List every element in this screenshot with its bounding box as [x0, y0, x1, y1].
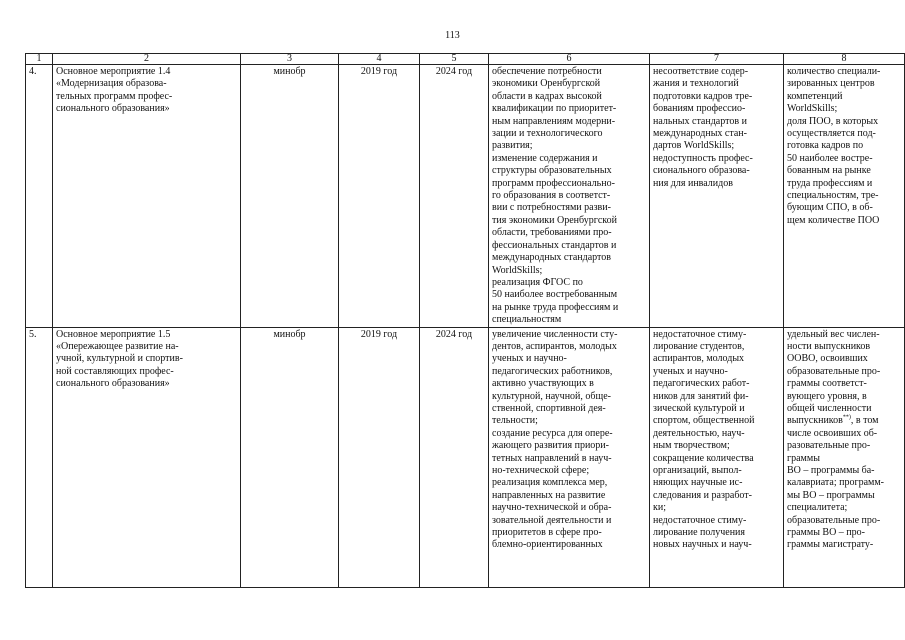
text-line: ной составляющих профес- — [56, 365, 174, 377]
text-line: сионального образования» — [56, 378, 170, 390]
activity-name — [53, 65, 241, 328]
text-line: ственной, спортивной дея- — [492, 402, 606, 414]
text-line: бованным на рынке — [787, 165, 871, 177]
text-line: ния для инвалидов — [653, 177, 733, 189]
column-number: 7 — [650, 54, 784, 65]
text-line: Основное мероприятие 1.4 — [56, 66, 171, 77]
end-year: 2024 год — [420, 327, 489, 587]
text-fragment: , в том — [850, 415, 879, 427]
text-line: фессиональных стандартов и — [492, 239, 617, 251]
table-row — [26, 65, 905, 328]
text-line: ников для занятий фи- — [653, 390, 749, 402]
end-year: 2024 год — [420, 65, 489, 328]
expected-results — [489, 327, 650, 587]
text-line — [787, 415, 901, 427]
column-number: 3 — [241, 54, 339, 65]
text-line: недоступность профес- — [653, 152, 753, 164]
text-line: WorldSkills; — [787, 103, 838, 115]
text-line: няющих научные ис- — [653, 477, 743, 489]
text-line: щем количестве ПОО — [787, 214, 880, 226]
text-line: области, требованиями про- — [492, 227, 612, 239]
text-line: увеличение численности сту- — [492, 328, 618, 340]
text-line: сионального образования» — [56, 103, 170, 115]
text-line: аспирантов, молодых — [653, 353, 745, 365]
text-line: создание ресурса для опере- — [492, 427, 613, 439]
text-line: тетных направлений в науч- — [492, 452, 612, 464]
text-line: жающего развития приори- — [492, 440, 609, 452]
text-line: дартов WorldSkills; — [653, 140, 735, 152]
text-line: ным направлениям модерни- — [492, 115, 616, 127]
text-line: международных стандартов — [492, 252, 611, 264]
text-line: специалитета; — [787, 502, 848, 514]
text-line: осуществляется под- — [787, 128, 876, 140]
text-line: 50 наиболее востре- — [787, 152, 873, 164]
footnote-mark: **) — [842, 415, 851, 422]
text-line: активно участвующих в — [492, 378, 594, 390]
text-line: ки; — [653, 502, 666, 514]
text-line: зовательной деятельности и — [492, 514, 612, 526]
text-line: области в кадрах высокой — [492, 90, 602, 102]
text-line: культурной, научной, обще- — [492, 390, 611, 402]
text-line: несоответствие содер- — [653, 66, 749, 77]
executor: минобр — [241, 327, 339, 587]
column-number: 4 — [339, 54, 420, 65]
text-line: жания и технологий — [653, 78, 739, 90]
text-line: числе освоивших об- — [787, 427, 878, 439]
column-numbers-row — [26, 54, 905, 65]
executor: минобр — [241, 65, 339, 328]
page-number: 113 — [445, 30, 460, 41]
text-line: изменение содержания и — [492, 152, 598, 164]
text-line: недостаточное стиму- — [653, 514, 747, 526]
text-line: количество специали- — [787, 66, 881, 77]
text-line: тия экономики Оренбургской — [492, 214, 617, 226]
text-line: сокращение количества — [653, 452, 754, 464]
text-line: на рынке труда профессиям и — [492, 301, 619, 313]
text-line: ным творчеством; — [653, 440, 730, 452]
table-row — [26, 327, 905, 587]
row-number: 5. — [26, 327, 53, 587]
text-line: приоритетов в сфере про- — [492, 527, 602, 539]
text-line: следования и разработ- — [653, 489, 752, 501]
text-line: ности выпускников — [787, 340, 871, 352]
text-line: вии с потребностями разви- — [492, 202, 611, 214]
text-line: лирование студентов, — [653, 340, 745, 352]
column-number: 2 — [53, 54, 241, 65]
column-number: 6 — [489, 54, 650, 65]
expected-results — [489, 65, 650, 328]
text-line: экономики Оренбургской — [492, 78, 601, 90]
text-line: программ профессионально- — [492, 177, 615, 189]
text-line: образовательные про- — [787, 514, 881, 526]
activity-name — [53, 327, 241, 587]
text-line: разовательные про- — [787, 440, 871, 452]
text-line: готовка кадров по — [787, 140, 864, 152]
text-line: компетенций — [787, 90, 843, 102]
text-line: реализация ФГОС по — [492, 276, 583, 288]
text-line: доля ПОО, в которых — [787, 115, 879, 127]
text-line: вующего уровня, в — [787, 390, 867, 402]
text-line: но-технической сфере; — [492, 465, 590, 476]
text-line: ученых и научно- — [653, 365, 728, 377]
start-year: 2019 год — [339, 327, 420, 587]
column-number: 8 — [784, 54, 905, 65]
text-line: развития; — [492, 140, 533, 152]
text-line: подготовки кадров тре- — [653, 90, 753, 102]
start-year: 2019 год — [339, 65, 420, 328]
text-line: удельный вес числен- — [787, 328, 880, 340]
non-implementation-consequences — [650, 65, 784, 328]
column-number: 1 — [26, 54, 53, 65]
text-line: педагогических работ- — [653, 378, 750, 390]
text-line: граммы — [787, 452, 820, 464]
activities-table — [25, 53, 905, 588]
text-line: ученых и научно- — [492, 353, 567, 365]
text-line: мы ВО – программы — [787, 489, 875, 501]
text-line: квалификации по приоритет- — [492, 103, 617, 115]
text-line: го образования в соответст- — [492, 190, 611, 202]
text-line: образовательные про- — [787, 365, 881, 377]
row-number: 4. — [26, 65, 53, 328]
text-line: бованиям профессио- — [653, 103, 746, 115]
text-line: направленных на развитие — [492, 489, 606, 501]
column-number: 5 — [420, 54, 489, 65]
text-line: труда профессиям и — [787, 177, 873, 189]
text-line: деятельностью, науч- — [653, 427, 745, 439]
text-line: организаций, выпол- — [653, 465, 742, 476]
text-line: структуры образовательных — [492, 165, 612, 177]
text-line: ВО – программы ба- — [787, 465, 875, 476]
text-line: дентов, аспирантов, молодых — [492, 340, 617, 352]
indicators — [784, 65, 905, 328]
text-line: зической культурой и — [653, 402, 745, 414]
text-line: специальностям, тре- — [787, 190, 879, 202]
text-line: общей численности — [787, 402, 872, 414]
text-line: WorldSkills; — [492, 264, 543, 276]
text-line: зации и технологического — [492, 128, 603, 140]
text-line: сионального образова- — [653, 165, 750, 177]
text-fragment: выпускников — [787, 415, 843, 427]
text-line: «Модернизация образова- — [56, 78, 167, 90]
text-line: зированных центров — [787, 78, 875, 90]
text-line: обеспечение потребности — [492, 66, 602, 77]
text-line: новых научных и науч- — [653, 539, 752, 551]
text-line: калавриата; программ- — [787, 477, 885, 489]
text-line: реализация комплекса мер, — [492, 477, 608, 489]
text-line: граммы магистрату- — [787, 539, 874, 551]
text-line: лирование получения — [653, 527, 745, 539]
indicators — [784, 327, 905, 587]
non-implementation-consequences — [650, 327, 784, 587]
text-line: тельности; — [492, 415, 538, 427]
text-line: педагогических работников, — [492, 365, 613, 377]
text-line: научно-технической и обра- — [492, 502, 612, 514]
text-line: спортом, общественной — [653, 415, 755, 427]
text-line: международных стан- — [653, 128, 747, 140]
text-line: Основное мероприятие 1.5 — [56, 328, 171, 340]
text-line: бующим СПО, в об- — [787, 202, 873, 214]
text-line: 50 наиболее востребованным — [492, 289, 618, 301]
text-line: учной, культурной и спортив- — [56, 353, 183, 365]
text-line: ООВО, освоивших — [787, 353, 868, 365]
text-line: тельных программ профес- — [56, 90, 173, 102]
text-line: специальностям — [492, 314, 562, 326]
text-line: блемно-ориентированных — [492, 539, 603, 551]
text-line: граммы соответст- — [787, 378, 867, 390]
text-line: граммы ВО – про- — [787, 527, 865, 539]
text-line: нальных стандартов и — [653, 115, 747, 127]
text-line: недостаточное стиму- — [653, 328, 747, 340]
text-line: «Опережающее развитие на- — [56, 340, 179, 352]
